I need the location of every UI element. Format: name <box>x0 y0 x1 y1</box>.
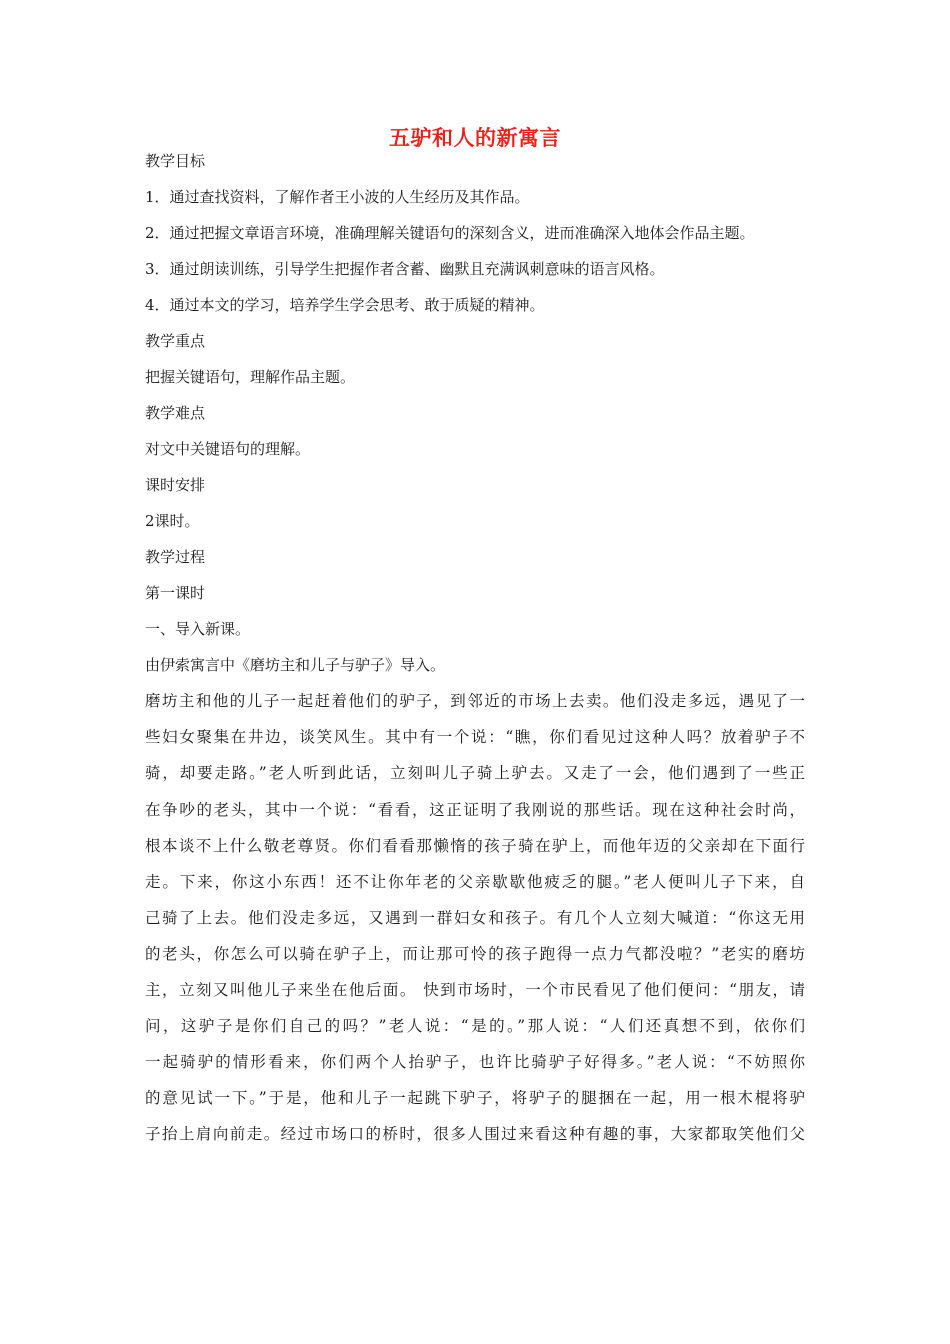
story-line: 己骑了上去。他们没走多远，又遇到一群妇女和孩子。有几个人立刻大喊道：“你这无用 <box>145 909 805 927</box>
intro-text: 由伊索寓言中《磨坊主和儿子与驴子》导入。 <box>145 656 446 674</box>
document-title: 五驴和人的新寓言 <box>389 126 561 150</box>
story-line: 主，立刻又叫他儿子来坐在他后面。 快到市场时，一个市民看见了他们便问：“朋友，请 <box>145 981 805 999</box>
story-line: 些妇女聚集在井边，谈笑风生。其中有一个说：“瞧，你们看见过这种人吗？放着驴子不 <box>145 728 805 746</box>
story-line: 一起骑驴的情形看来，你们两个人抬驴子，也许比骑驴子好得多。”老人说：“不妨照你 <box>145 1053 805 1071</box>
story-line: 子抬上肩向前走。经过市场口的桥时，很多人围过来看这种有趣的事，大家都取笑他们父 <box>145 1125 805 1143</box>
objective-item-3: 3．通过朗读训练，引导学生把握作者含蓄、幽默且充满讽刺意味的语言风格。 <box>145 260 665 278</box>
lesson-heading-first: 第一课时 <box>145 584 206 602</box>
story-line: 磨坊主和他的儿子一起赶着他们的驴子，到邻近的市场上去卖。他们没走多远，遇见了一 <box>145 692 805 710</box>
section-heading-schedule: 课时安排 <box>145 476 206 494</box>
story-line: 根本谈不上什么敬老尊贤。你们看看那懒惰的孩子骑在驴上，而他年迈的父亲却在下面行 <box>145 837 805 855</box>
objective-item-1: 1．通过查找资料，了解作者王小波的人生经历及其作品。 <box>145 188 530 206</box>
section-heading-process: 教学过程 <box>145 548 206 566</box>
section-heading-key-points: 教学重点 <box>145 332 206 350</box>
objective-item-2: 2．通过把握文章语言环境，准确理解关键语句的深刻含义，进而准确深入地体会作品主题。 <box>145 224 755 242</box>
story-line: 骑，却要走路。”老人听到此话，立刻叫儿子骑上驴去。又走了一会，他们遇到了一些正 <box>145 764 805 782</box>
difficulties-text: 对文中关键语句的理解。 <box>145 440 311 458</box>
objective-item-4: 4．通过本文的学习，培养学生学会思考、敢于质疑的精神。 <box>145 296 545 314</box>
story-line: 在争吵的老头，其中一个说：“看看，这正证明了我刚说的那些话。现在这种社会时尚， <box>145 801 805 819</box>
section-heading-objectives: 教学目标 <box>145 152 206 170</box>
story-line: 问，这驴子是你们自己的吗？”老人说：“是的。”那人说：“人们还真想不到，依你们 <box>145 1017 805 1035</box>
section-heading-difficulties: 教学难点 <box>145 404 206 422</box>
step-heading-intro: 一、导入新课。 <box>145 620 251 638</box>
story-line: 走。下来，你这小东西！还不让你年老的父亲歇歇他疲乏的腿。”老人便叫儿子下来，自 <box>145 873 805 891</box>
key-points-text: 把握关键语句，理解作品主题。 <box>145 368 356 386</box>
story-line: 的意见试一下。”于是，他和儿子一起跳下驴子，将驴子的腿捆在一起，用一根木棍将驴 <box>145 1089 805 1107</box>
schedule-text: 2课时。 <box>145 512 200 530</box>
story-line: 的老头，你怎么可以骑在驴子上，而让那可怜的孩子跑得一点力气都没啦？”老实的磨坊 <box>145 945 805 963</box>
